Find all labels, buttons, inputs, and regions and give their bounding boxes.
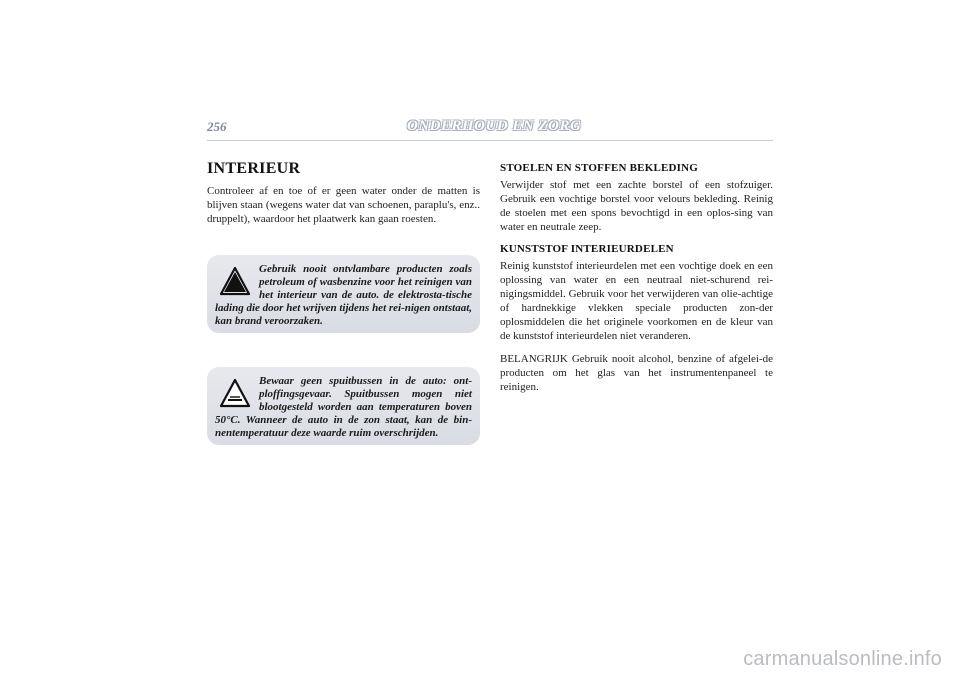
warning-text-flammable: Gebruik nooit ontvlambare producten zoals petroleum of wasbenzine voor het reinigen van het interieur van de auto. de elektrosta-tische lading die door het wrijven tijdens het rei-nigen ontstaat, kan brand veroorzaken. xyxy=(215,263,472,327)
warning-triangle-icon xyxy=(219,266,251,296)
paragraph-seats: Verwijder stof met een zachte borstel of een stofzuiger. Gebruik een vochtige borstel voor velours bekleding. Reinig de stoelen met een spons bevochtigd in een oplos-sing van water en neutrale zeep. xyxy=(500,179,773,233)
page-header xyxy=(207,118,773,141)
right-column xyxy=(500,162,773,403)
warning-box-spray-cans xyxy=(207,367,480,445)
chapter-title: ONDERHOUD EN ZORG xyxy=(407,118,582,134)
warning-triangle-icon xyxy=(219,378,251,408)
warning-text-spray-cans: Bewaar geen spuitbussen in de auto: ont-ploffingsgevaar. Spuitbussen mogen niet blootgesteld worden aan temperaturen boven 50°C. Wanneer de auto in de zon staat, kan de bin-nentemperatuur deze waarde ruim overschrijden. xyxy=(215,375,472,439)
warning-box-flammable xyxy=(207,255,480,333)
page-number: 256 xyxy=(207,119,227,134)
subheading-plastic: KUNSTSTOF INTERIEURDELEN xyxy=(500,243,674,255)
intro-paragraph: Controleer af en toe of er geen water onder de matten is blijven staan (wegens water dat van schoenen, paraplu's, enz.. druppelt), waardoor het plaatwerk kan gaan roesten. xyxy=(207,185,480,225)
paragraph-important: BELANGRIJK Gebruik nooit alcohol, benzine of afgelei-de producten om het glas van het instrumentenpaneel te reinigen. xyxy=(500,353,773,393)
paragraph-plastic: Reinig kunststof interieurdelen met een vochtige doek en een oplossing van water en een neutraal niet-schurend rei-nigingsmiddel. Gebruik voor het verwijderen van olie-achtige of hardnekkige vlekken speciale producten zon-der oplosmiddelen die het originele voorkomen en de kleur van de kunststof interieurdelen niet veranderen. xyxy=(500,260,773,342)
section-title: INTERIEUR xyxy=(207,160,301,177)
left-column xyxy=(207,160,480,226)
subheading-seats: STOELEN EN STOFFEN BEKLEDING xyxy=(500,162,699,174)
watermark: carmanualsonline.info xyxy=(743,648,942,670)
